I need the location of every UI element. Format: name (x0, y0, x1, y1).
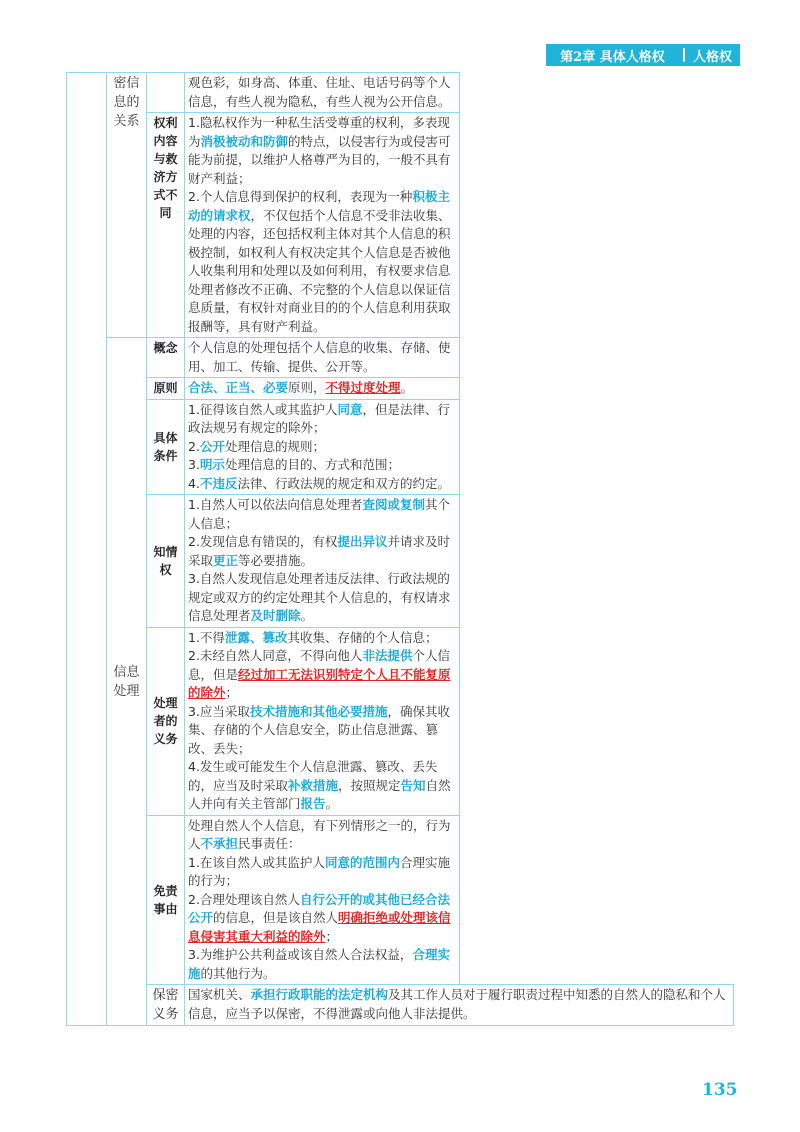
duty-item-3: 3.应当采取技术措施和其他必要措施，确保其收集、存储的个人信息安全，防止信息泄露、篡改、丢失； (188, 703, 450, 756)
principle-text: 合法、正当、必要原则，不得过度处理。 (185, 378, 460, 400)
label-concept: 概念 (147, 338, 185, 378)
label-rights: 权利内容与救济方式不同 (147, 113, 185, 338)
rights-item-2: 2.个人信息得到保护的权利，表现为一种积极主动的请求权，不仅包括个人信息不受非法收集、处理的内容，还包括权利主体对其个人信息的积极控制，如权利人有权决定其个人信息是否被他人收集利用和处理以及如何利用，有权要求信息处理者修改不正确、不完整的个人信息以保证信息质量，有权针对商业目的的个人信息利用获取报酬等，具有财产利益。 (188, 189, 451, 334)
row-processor-duties (67, 627, 734, 815)
right-to-know-text (185, 495, 460, 628)
duty-item-4: 4.发生或可能发生个人信息泄露、篡改、丢失的，应当及时采取补救措施，按照规定告知自然人并向有关主管部门报告。 (188, 759, 451, 811)
duty-item-1: 1.不得泄露、篡改其收集、存储的个人信息； (188, 629, 438, 645)
row-right-to-know (67, 495, 734, 628)
know-item-1: 1.自然人可以依法向信息处理者查阅或复制其个人信息； (188, 497, 450, 531)
condition-4: 4.不违反法律、行政法规的规定和双方的约定。 (188, 475, 450, 491)
label-confidentiality: 保密义务 (147, 985, 185, 1026)
row-principle (67, 378, 734, 400)
row-conditions (67, 399, 734, 495)
concept-text: 个人信息的处理包括个人信息的收集、存储、使用、加工、传输、提供、公开等。 (185, 338, 460, 378)
exempt-item-2: 2.合理处理该自然人自行公开的或其他已经合法公开的信息，但是该自然人明确拒绝或处理该信息侵害其重大利益的除外； (188, 891, 451, 944)
label-processing: 信息处理 (107, 338, 147, 1026)
header-divider (683, 48, 685, 62)
conditions-text (185, 399, 460, 495)
row-exemptions (67, 815, 734, 985)
processor-duties-text (185, 627, 460, 815)
exemptions-text (185, 815, 460, 985)
row-privacy-intro (67, 73, 734, 113)
privacy-intro-text: 观色彩，如身高、体重、住址、电话号码等个人信息，有些人视为隐私，有些人视为公开信息。 (185, 73, 460, 113)
label-principle: 原则 (147, 378, 185, 400)
label-privacy-relation: 密信息的关系 (107, 73, 147, 338)
condition-2: 2.公开处理信息的规则； (188, 438, 325, 454)
know-item-3: 3.自然人发现信息处理者违反法律、行政法规的规定或双方的约定处理其个人信息的，有权请求信息处理者及时删除。 (188, 571, 451, 623)
row-concept (67, 338, 734, 378)
know-item-2: 2.发现信息有错误的，有权提出异议并请求及时采取更正等必要措施。 (188, 534, 450, 568)
empty-sublabel (147, 73, 185, 113)
page-number: 135 (702, 1080, 738, 1100)
chapter-title: 第2章 具体人格权 (560, 49, 665, 65)
page-header (546, 44, 740, 66)
label-conditions: 具体条件 (147, 399, 185, 495)
duty-item-2: 2.未经自然人同意，不得向他人非法提供个人信息，但是经过加工无法识别特定个人且不能复原的除外； (188, 648, 451, 700)
exempt-item-1: 1.在该自然人或其监护人同意的范围内合理实施的行为； (188, 854, 450, 888)
rights-item-1: 1.隐私权作为一种私生活受尊重的权利，多表现为消极被动和防御的特点，以侵害行为或侵害可能为前提，以维护人格尊严为目的，一般不具有财产利益； (188, 115, 451, 186)
exempt-intro: 处理自然人个人信息，有下列情形之一的，行为人不承担民事责任： (188, 817, 451, 851)
row-confidentiality (67, 985, 734, 1026)
label-right-to-know: 知情权 (147, 495, 185, 628)
condition-1: 1.征得该自然人或其监护人同意，但是法律、行政法规另有规定的除外； (188, 401, 450, 435)
label-exemptions: 免责事由 (147, 815, 185, 985)
left-margin-cell (67, 73, 107, 1026)
row-rights-difference (67, 113, 734, 338)
confidentiality-text: 国家机关、承担行政职能的法定机构及其工作人员对于履行职责过程中知悉的自然人的隐私和个人信息，应当予以保密，不得泄露或向他人非法提供。 (185, 985, 734, 1026)
condition-3: 3.明示处理信息的目的、方式和范围； (188, 457, 400, 472)
content-table (66, 72, 734, 1026)
label-processor-duties: 处理者的义务 (147, 627, 185, 815)
section-title: 人格权 (692, 49, 732, 65)
exempt-item-3: 3.为维护公共利益或该自然人合法权益，合理实施的其他行为。 (188, 947, 450, 981)
rights-text (185, 113, 460, 338)
